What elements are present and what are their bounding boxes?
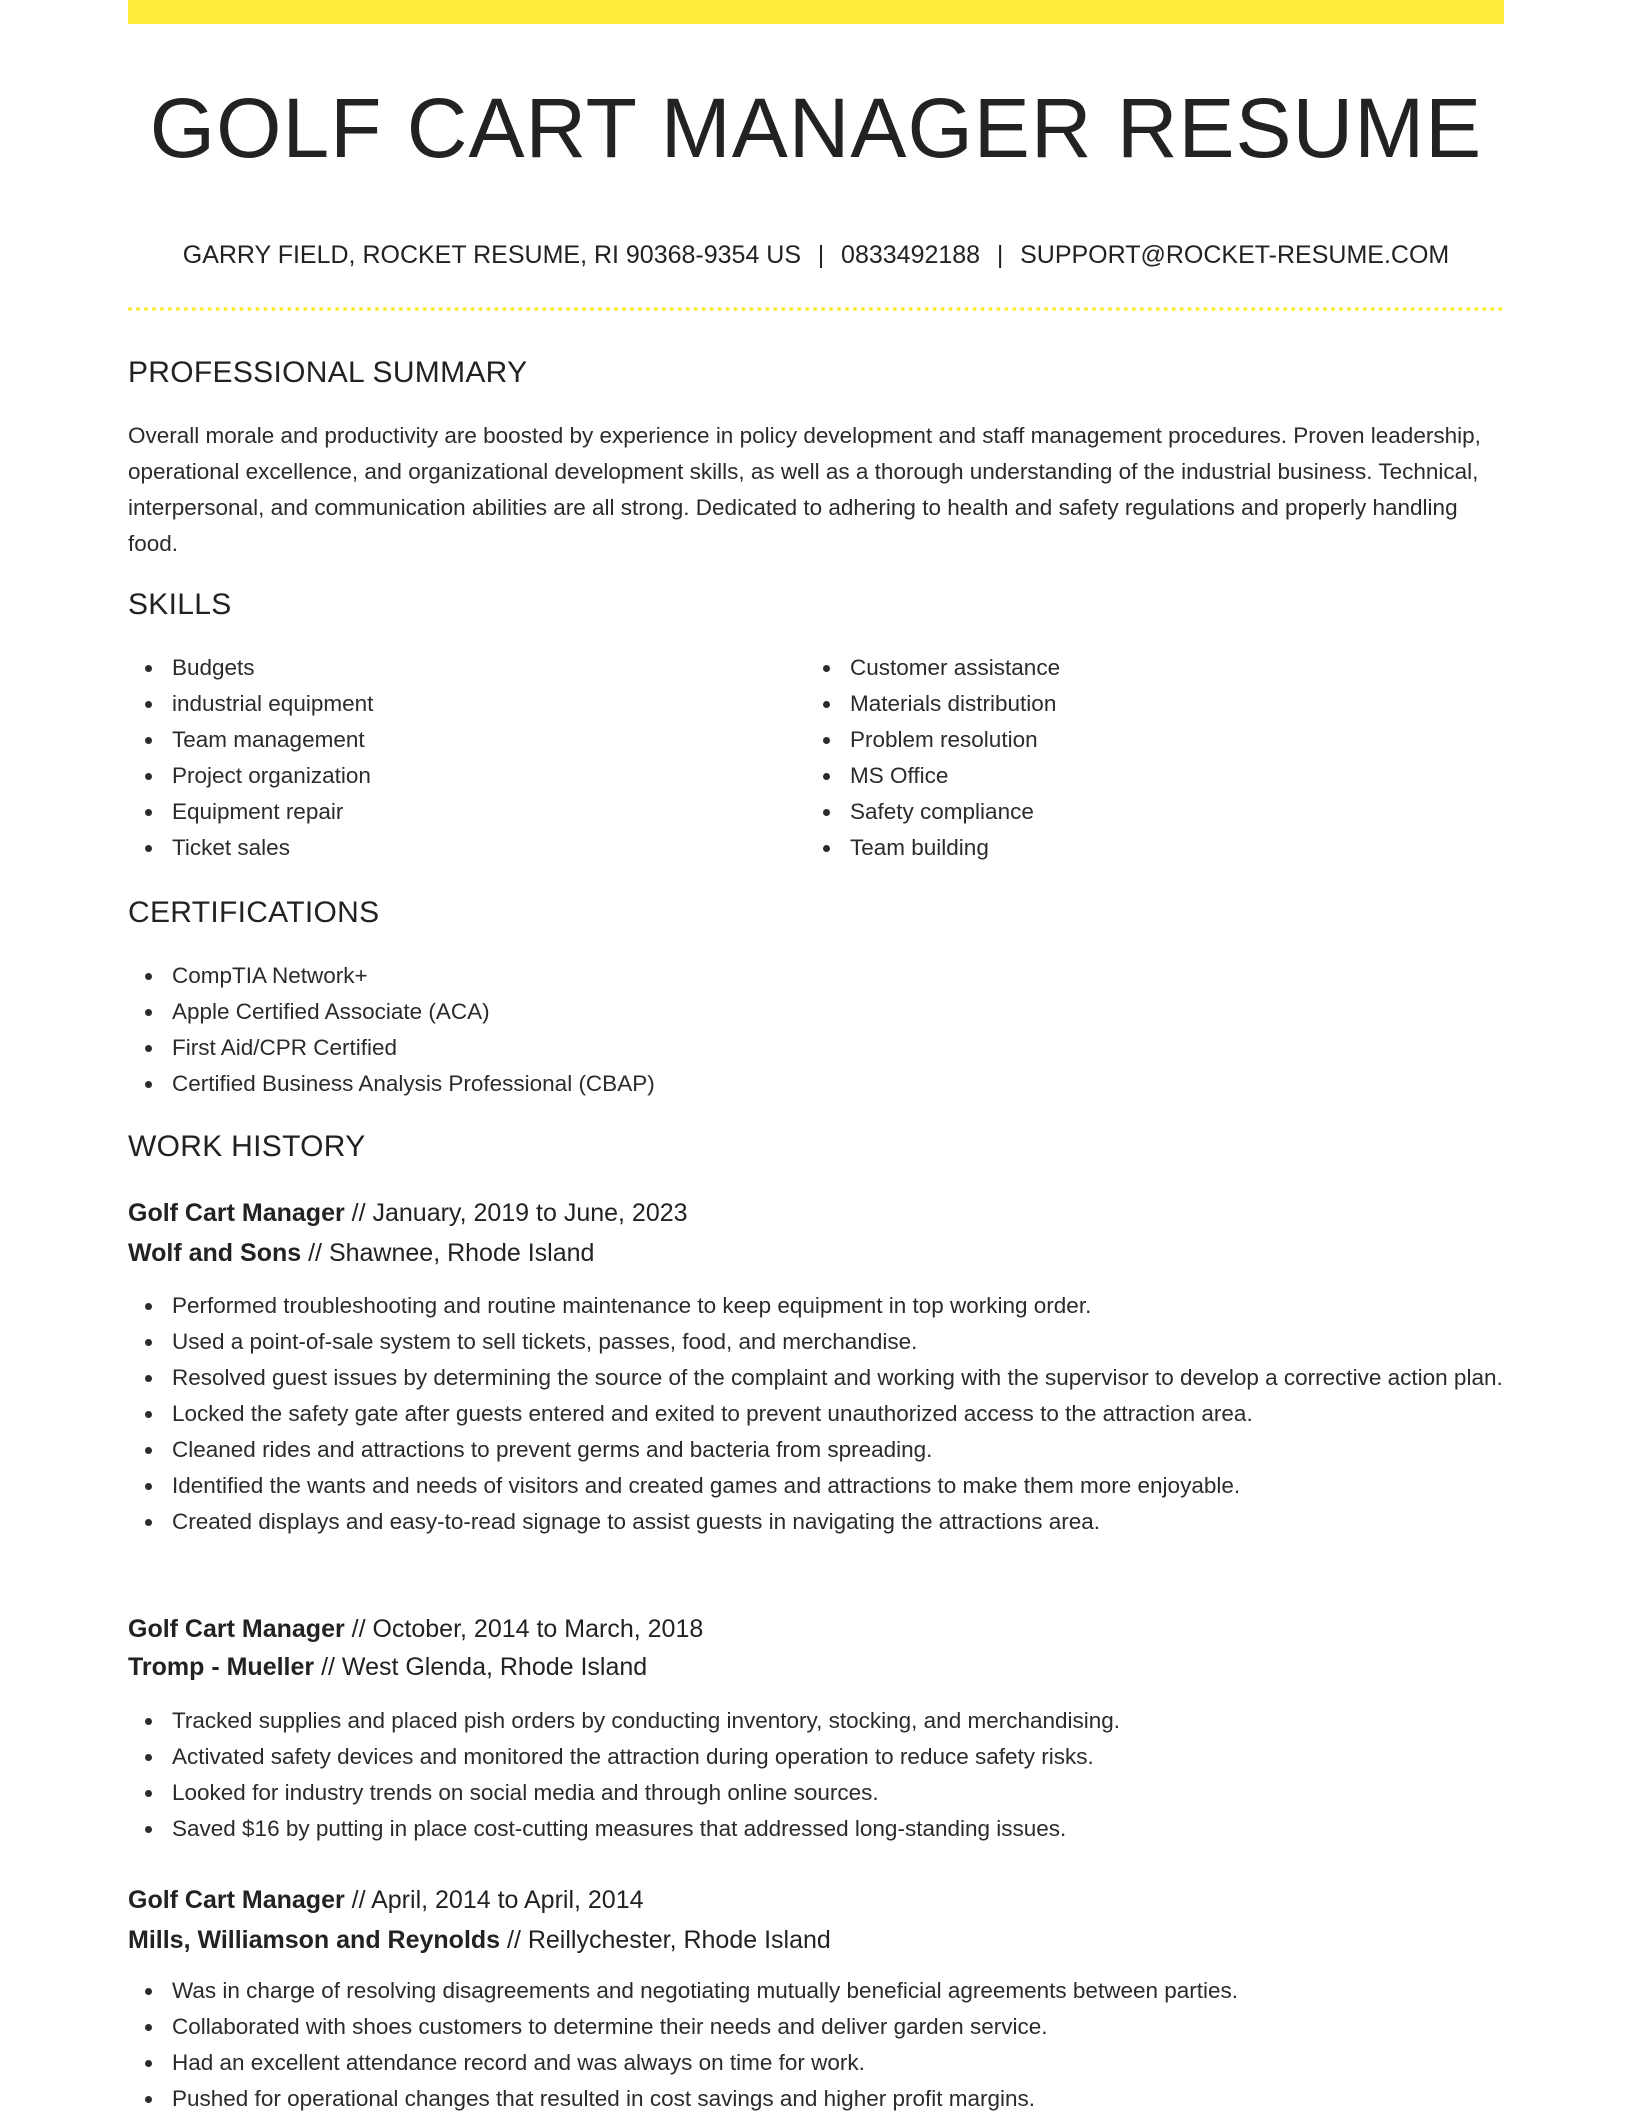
job-duty: Locked the safety gate after guests entered and exited to prevent unauthorized access to the attraction area. [128,1396,1504,1432]
job-company: Wolf and Sons [128,1239,302,1267]
skill-item: industrial equipment [128,686,788,722]
job-duty: Was in charge of resolving disagreements and negotiating mutually beneficial agreements between parties. [128,1973,1504,2009]
skill-item: Budgets [128,650,788,686]
summary-heading: PROFESSIONAL SUMMARY [128,356,528,389]
certification-item: CompTIA Network+ [128,958,1504,994]
job-duties-list [128,1973,1504,2112]
job-title-line [128,1882,644,1918]
skills-list-right [806,650,1466,866]
job-location: // Reillychester, Rhode Island [500,1926,831,1954]
job-dates: // October, 2014 to March, 2018 [344,1615,704,1643]
job-company-line [128,1922,831,1958]
contact-email: SUPPORT@ROCKET-RESUME.COM [1020,241,1450,269]
skill-item: Safety compliance [806,794,1466,830]
certification-item: Apple Certified Associate (ACA) [128,994,1504,1030]
skill-item: Team building [806,830,1466,866]
job-duty: Looked for industry trends on social media and through online sources. [128,1775,1504,1811]
job-duty: Identified the wants and needs of visitors and created games and attractions to make them more enjoyable. [128,1468,1504,1504]
job-title-line [128,1195,688,1231]
work-history-heading: WORK HISTORY [128,1130,366,1163]
resume-page [128,0,1504,2112]
skill-item: Team management [128,722,788,758]
job-duty: Collaborated with shoes customers to determine their needs and deliver garden service. [128,2009,1504,2045]
job-duties-list [128,1703,1504,1847]
skill-item: MS Office [806,758,1466,794]
contact-address: GARRY FIELD, ROCKET RESUME, RI 90368-9354 US [182,241,802,269]
skill-item: Customer assistance [806,650,1466,686]
job-duty: Resolved guest issues by determining the source of the complaint and working with the supervisor to develop a corrective action plan. [128,1360,1504,1396]
contact-phone: 0833492188 [841,241,981,269]
certification-item: First Aid/CPR Certified [128,1030,1504,1066]
job-dates: // January, 2019 to June, 2023 [344,1199,688,1227]
job-duty: Activated safety devices and monitored the attraction during operation to reduce safety risks. [128,1739,1504,1775]
skill-item: Project organization [128,758,788,794]
dotted-divider [128,307,1504,311]
job-duty: Performed troubleshooting and routine maintenance to keep equipment in top working order. [128,1288,1504,1324]
job-location: // Shawnee, Rhode Island [301,1239,595,1267]
job-company: Tromp - Mueller [128,1653,315,1681]
contact-separator: | [817,241,825,269]
job-duty: Tracked supplies and placed pish orders by conducting inventory, stocking, and merchandising. [128,1703,1504,1739]
job-duties-list [128,1288,1504,1540]
job-duty: Pushed for operational changes that resulted in cost savings and higher profit margins. [128,2081,1504,2112]
skills-list-left [128,650,788,866]
skill-item: Problem resolution [806,722,1466,758]
job-title: Golf Cart Manager [128,1199,345,1227]
job-title-line [128,1611,703,1647]
summary-text: Overall morale and productivity are boosted by experience in policy development and staff management procedures. Proven leadership, operational excellence, and organizational development skills, as well as a thorough understanding of the industrial business. Technical, interpersonal, and communication abilities are all strong. Dedicated to adhering to health and safety regulations and properly handling food. [128,423,1481,556]
certification-item: Certified Business Analysis Professional (CBAP) [128,1066,1504,1102]
contact-separator: | [996,241,1004,269]
job-company-line [128,1235,594,1271]
job-title: Golf Cart Manager [128,1615,345,1643]
skill-item: Equipment repair [128,794,788,830]
job-company-line [128,1649,647,1685]
certifications-list [128,958,1504,1102]
skill-item: Ticket sales [128,830,788,866]
job-title: Golf Cart Manager [128,1886,345,1914]
job-dates: // April, 2014 to April, 2014 [344,1886,644,1914]
certifications-heading: CERTIFICATIONS [128,896,380,929]
contact-line [128,238,1504,272]
accent-top-bar [128,0,1504,24]
resume-title: GOLF CART MANAGER RESUME [149,81,1483,175]
job-duty: Used a point-of-sale system to sell tickets, passes, food, and merchandise. [128,1324,1504,1360]
job-duty: Had an excellent attendance record and was always on time for work. [128,2045,1504,2081]
job-company: Mills, Williamson and Reynolds [128,1926,501,1954]
job-duty: Created displays and easy-to-read signage to assist guests in navigating the attractions area. [128,1504,1504,1540]
job-duty: Saved $16 by putting in place cost-cutting measures that addressed long-standing issues. [128,1811,1504,1847]
skill-item: Materials distribution [806,686,1466,722]
skills-heading: SKILLS [128,588,232,621]
job-location: // West Glenda, Rhode Island [314,1653,648,1681]
job-duty: Cleaned rides and attractions to prevent germs and bacteria from spreading. [128,1432,1504,1468]
